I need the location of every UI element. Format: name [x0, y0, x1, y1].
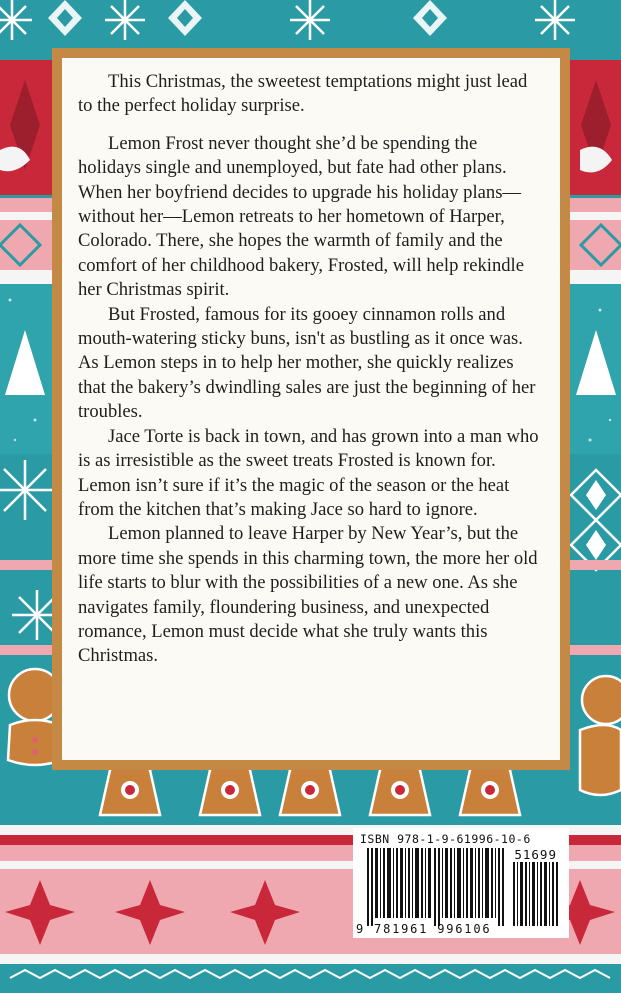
blurb-card — [62, 58, 560, 760]
blurb-paragraph: But Frosted, famous for its gooey cinnamon rolls and mouth-watering sticky buns, isn't as bustling as it once was. As Lemon steps in to help her mother, she quickly realizes that the bakery’s dwindling sales are just the beginning of her troubles. — [78, 303, 536, 423]
blurb-paragraph: Lemon Frost never thought she’d be spending the holidays single and unemployed, but fate had other plans. When her boyfriend decides to upgrade his holiday plans—without her—Lemon retreats to her hometown of Harper, Colorado. There, she hopes the warmth of family and the comfort of her childhood bakery, Frosted, will help rekindle her Christmas spirit. — [78, 132, 524, 301]
isbn-barcode — [353, 828, 569, 938]
ean-digits: 9 781961 996106 — [356, 922, 492, 936]
blurb-tagline: This Christmas, the sweetest temptations might just lead to the perfect holiday surprise. — [78, 71, 528, 117]
price-code: 51699 — [514, 847, 557, 862]
barcode-bars — [367, 848, 507, 926]
isbn-label: ISBN 978-1-9-61996-10-6 — [360, 832, 531, 846]
blurb-paragraph: Lemon planned to leave Harper by New Year’s, but the more time she spends in this charming town, the more her old life starts to blur with the possibilities of a new one. As she navigates family, floundering business, and unexpected romance, Lemon must decide what she truly wants this Christmas. — [78, 523, 538, 667]
blurb-paragraph: Jace Torte is back in town, and has grown into a man who is as irresistible as the sweet treats Frosted is known for. Lemon isn’t sure if it’s the magic of the season or the heat from the kitchen that’s making Jace so hard to ignore. — [78, 425, 539, 520]
price-barcode-bars — [513, 862, 559, 926]
